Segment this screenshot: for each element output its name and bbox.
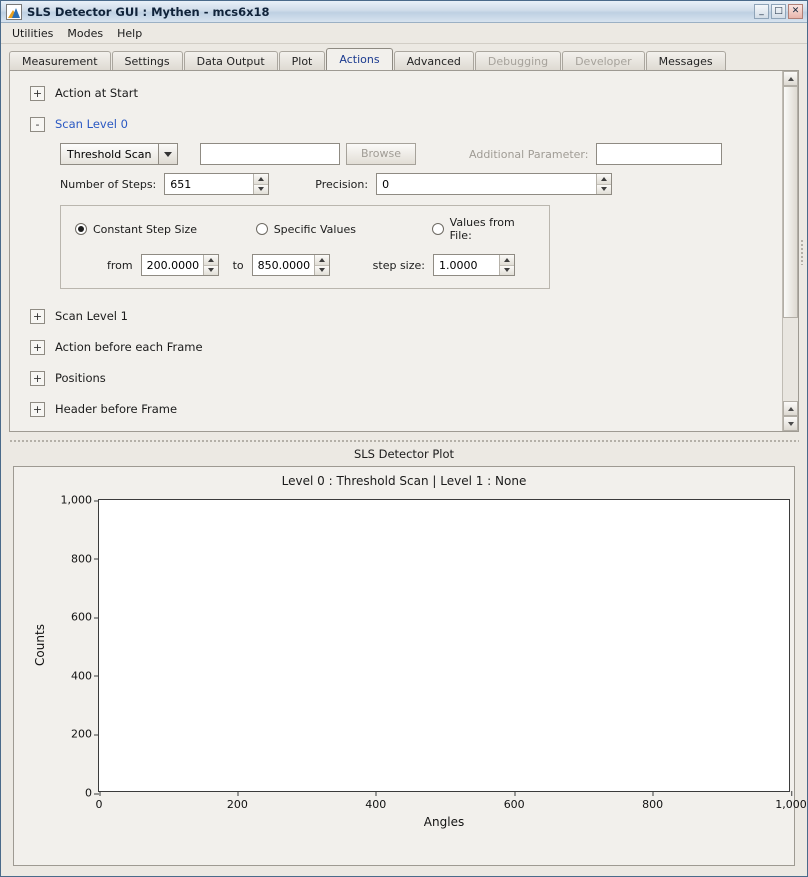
radio-specific-values-label: Specific Values	[273, 222, 356, 236]
expander-header-before-frame[interactable]: +	[30, 402, 45, 417]
to-spinbox[interactable]	[252, 254, 330, 276]
section-action-at-start[interactable]	[10, 84, 782, 102]
tab-data-output[interactable]: Data Output	[184, 51, 278, 70]
scan-mode-combo[interactable]	[60, 143, 178, 165]
menu-modes[interactable]: Modes	[67, 26, 104, 40]
radio-constant-step-size-label: Constant Step Size	[93, 222, 198, 236]
plot-y-axis-label: Counts	[33, 624, 47, 666]
plot-section-title: SLS Detector Plot	[353, 447, 455, 461]
maximize-button[interactable]	[771, 4, 786, 19]
tab-developer: Developer	[562, 51, 645, 70]
app-logo-icon	[6, 4, 22, 20]
script-path-input[interactable]	[200, 143, 340, 165]
minimize-button[interactable]	[754, 4, 769, 19]
radio-constant-step-size-icon[interactable]	[75, 223, 87, 235]
plot-header-title: Level 0 : Threshold Scan | Level 1 : None	[281, 474, 527, 488]
from-spinbox[interactable]	[141, 254, 219, 276]
label-positions: Positions	[55, 371, 106, 385]
splitter-dots-icon	[9, 439, 799, 442]
plot-area-wrapper	[14, 493, 807, 865]
radio-constant-step-size[interactable]	[75, 223, 256, 236]
scan-values-radio-row	[75, 216, 535, 242]
section-header-before-frame[interactable]	[10, 400, 782, 418]
number-of-steps-value: 651	[170, 177, 192, 191]
label-action-before-each-frame: Action before each Frame	[55, 340, 203, 354]
section-positions[interactable]	[10, 369, 782, 387]
x-tick-400: 400	[365, 791, 386, 811]
expander-action-before-each-frame[interactable]: +	[30, 340, 45, 355]
tab-settings[interactable]: Settings	[112, 51, 183, 70]
precision-value: 0	[382, 177, 390, 191]
maximize-icon: □	[774, 6, 783, 16]
tab-actions[interactable]: Actions	[326, 48, 392, 70]
x-tick-0: 0	[96, 791, 103, 811]
number-of-steps-spinbox[interactable]	[164, 173, 269, 195]
scan-values-groupbox	[60, 205, 550, 289]
scan-mode-value: Threshold Scan	[67, 147, 152, 161]
scroll-step-up-icon[interactable]	[783, 401, 798, 416]
radio-values-from-file-icon[interactable]	[432, 223, 444, 235]
expander-scan-level-0[interactable]: -	[30, 117, 45, 132]
y-tick-1000: 1,000	[61, 494, 100, 507]
to-stepper[interactable]	[314, 255, 329, 275]
chevron-down-icon[interactable]	[158, 144, 177, 164]
label-header-before-frame: Header before Frame	[55, 402, 178, 416]
tab-advanced[interactable]: Advanced	[394, 51, 474, 70]
splitter-handle[interactable]	[9, 436, 799, 444]
label-scan-level-1: Scan Level 1	[55, 309, 128, 323]
tab-measurement[interactable]: Measurement	[9, 51, 111, 70]
expander-action-at-start[interactable]: +	[30, 86, 45, 101]
window-controls	[754, 4, 804, 19]
label-action-at-start: Action at Start	[55, 86, 138, 100]
number-of-steps-stepper[interactable]	[253, 174, 268, 194]
section-action-before-each-frame[interactable]	[10, 338, 782, 356]
precision-spinbox[interactable]	[376, 173, 612, 195]
minimize-icon: _	[759, 6, 764, 16]
close-icon: ✕	[791, 6, 800, 16]
close-button[interactable]	[788, 4, 803, 19]
scan-mode-row	[60, 143, 782, 165]
x-tick-200: 200	[227, 791, 248, 811]
additional-parameter-input[interactable]	[596, 143, 722, 165]
radio-specific-values[interactable]	[256, 223, 432, 236]
from-value: 200.0000	[146, 258, 200, 272]
step-size-stepper[interactable]	[499, 255, 514, 275]
scrollbar-thumb[interactable]	[783, 86, 798, 318]
precision-stepper[interactable]	[596, 174, 611, 194]
tab-messages[interactable]: Messages	[646, 51, 726, 70]
window-title: SLS Detector GUI : Mythen - mcs6x18	[27, 4, 270, 19]
y-tick-200: 200	[71, 728, 99, 741]
plot-axes[interactable]	[60, 493, 807, 811]
title-bar	[1, 1, 807, 23]
browse-button[interactable]: Browse	[346, 143, 416, 165]
additional-parameter-label: Additional Parameter:	[469, 147, 589, 161]
tab-bar	[1, 48, 807, 70]
actions-tab-page	[9, 70, 799, 432]
scroll-up-icon[interactable]	[783, 71, 798, 86]
label-scan-level-0: Scan Level 0	[55, 117, 128, 131]
actions-vertical-scrollbar[interactable]	[782, 71, 798, 431]
radio-values-from-file[interactable]	[432, 216, 535, 242]
menu-utilities[interactable]: Utilities	[12, 26, 54, 40]
radio-values-from-file-label: Values from File:	[449, 216, 515, 242]
section-scan-level-1[interactable]	[10, 307, 782, 325]
scrollbar-track[interactable]	[783, 86, 798, 401]
menu-bar	[1, 23, 807, 44]
precision-label: Precision:	[315, 177, 369, 191]
tab-debugging: Debugging	[475, 51, 561, 70]
x-tick-600: 600	[504, 791, 525, 811]
scroll-down-icon[interactable]	[783, 416, 798, 431]
from-label: from	[107, 258, 133, 272]
actions-scroll-area	[10, 71, 782, 431]
section-scan-level-0[interactable]	[10, 115, 782, 133]
expander-positions[interactable]: +	[30, 371, 45, 386]
y-tick-600: 600	[71, 611, 99, 624]
to-label: to	[232, 258, 244, 272]
to-value: 850.0000	[257, 258, 311, 272]
y-tick-0: 0	[85, 787, 99, 800]
menu-help[interactable]: Help	[117, 26, 143, 40]
range-row	[75, 254, 535, 276]
x-tick-800: 800	[642, 791, 663, 811]
tab-plot[interactable]: Plot	[279, 51, 326, 70]
plot-x-axis-label: Angles	[423, 815, 465, 829]
plot-panel	[13, 466, 807, 866]
panel-resize-grip[interactable]	[800, 239, 805, 265]
from-stepper[interactable]	[203, 255, 218, 275]
step-size-label: step size:	[372, 258, 425, 272]
step-size-value: 1.0000	[438, 258, 478, 272]
x-tick-1000: 1,000	[775, 791, 807, 811]
steps-precision-row	[60, 173, 782, 195]
step-size-spinbox[interactable]	[433, 254, 515, 276]
number-of-steps-label: Number of Steps:	[60, 177, 157, 191]
expander-scan-level-1[interactable]: +	[30, 309, 45, 324]
y-tick-400: 400	[71, 669, 99, 682]
radio-specific-values-icon[interactable]	[256, 223, 268, 235]
scan-level-0-body	[10, 133, 782, 289]
y-tick-800: 800	[71, 552, 99, 565]
